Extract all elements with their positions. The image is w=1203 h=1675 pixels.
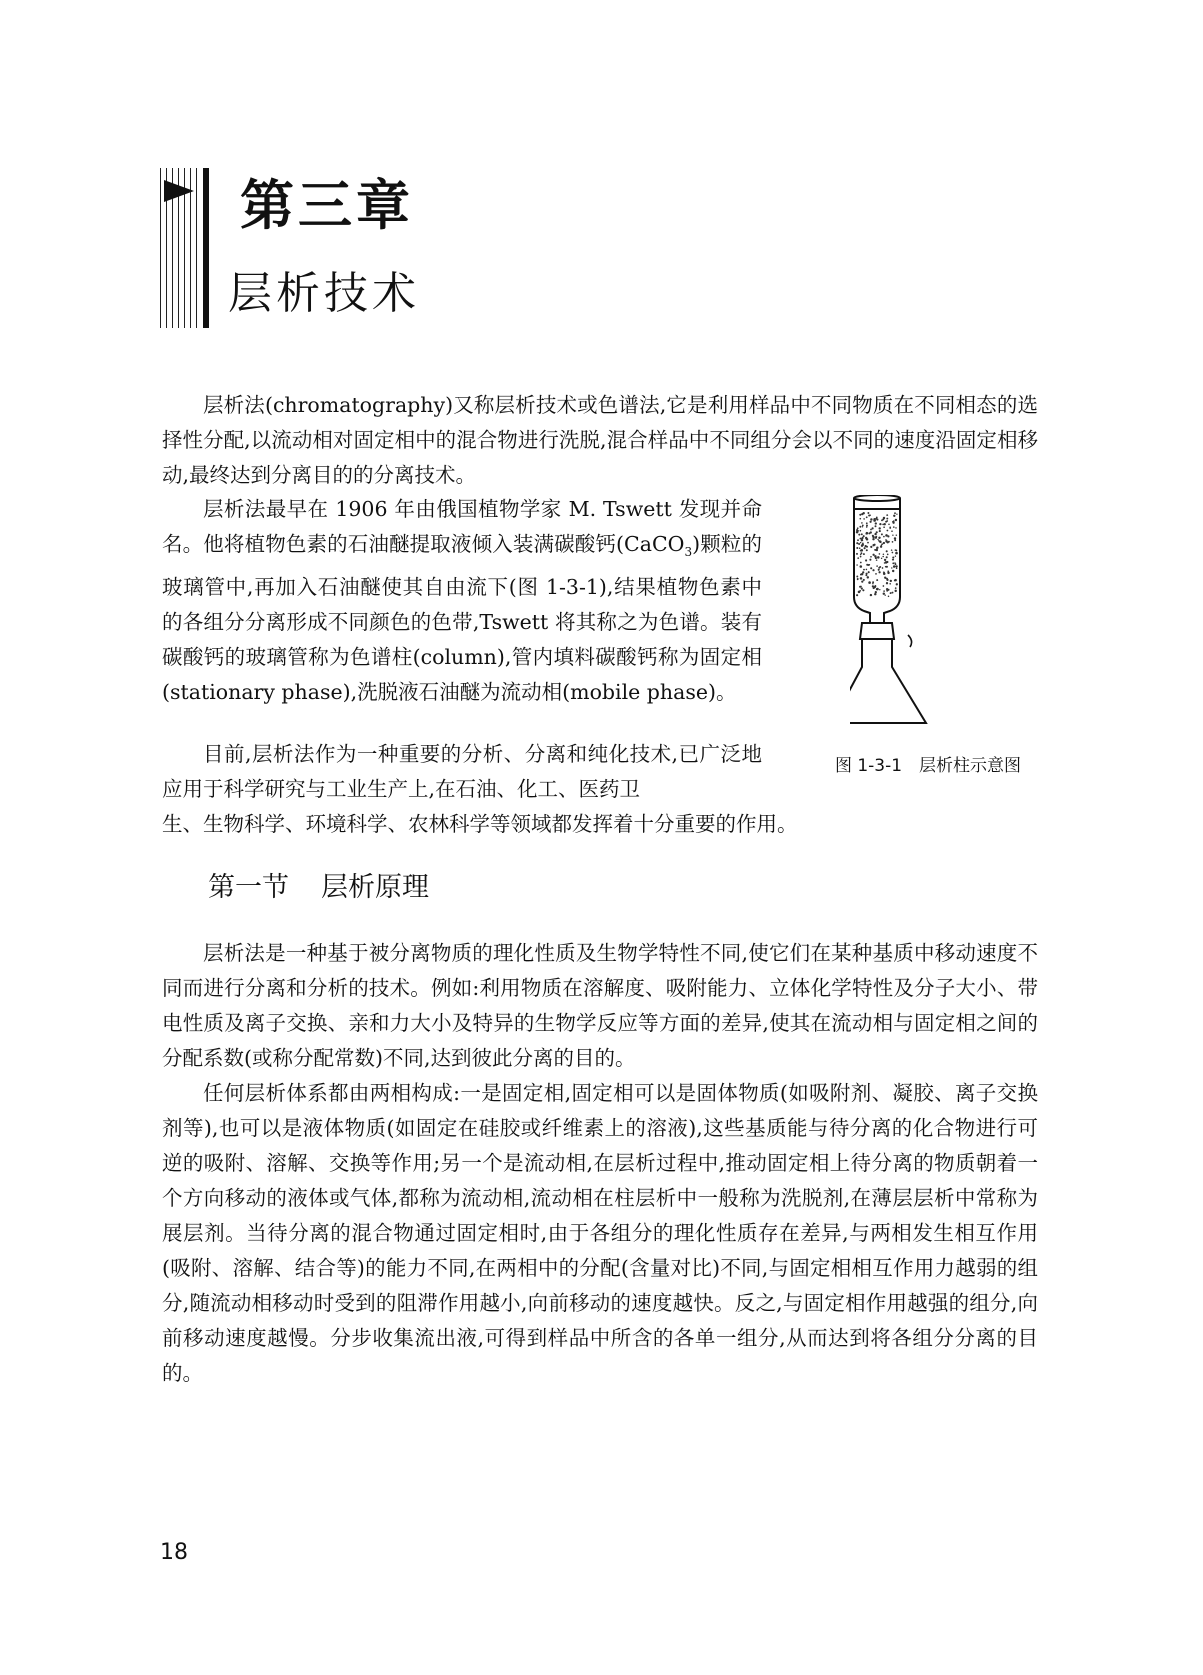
history-text-b: )颗粒的玻璃管中,再加入石油醚使其自由流下(图 1-3-1),结果植物色素中的各组分分离形成不同颜色的色带,Tswett 将其称之为色谱。装有碳酸钙的玻璃管称为色谱柱(column),管内填料碳酸钙称为固定相(stationary phase),洗脱液石油醚为流动相(mobile phase)。 <box>162 532 762 705</box>
chapter-heading-decoration <box>160 168 220 333</box>
chromatography-column-figure <box>850 495 1050 725</box>
section-label: 第一节 <box>208 872 289 903</box>
chapter-number: 第三章 <box>240 173 414 237</box>
history-text-a: 层析法最早在 1906 年由俄国植物学家 M. Tswett 发现并命名。他将植物色素的石油醚提取液倾入装满碳酸钙(CaCO <box>162 497 762 556</box>
packing-dots <box>856 512 898 597</box>
history-subscript: 3 <box>684 545 693 560</box>
history-paragraph <box>162 492 762 710</box>
intro-paragraph: 层析法(chromatography)又称层析技术或色谱法,它是利用样品中不同物质在不同相态的选择性分配,以流动相对固定相中的混合物进行洗脱,混合样品中不同组分会以不同的速度沿固定相移动,最终达到分离目的的分离技术。 <box>162 393 1038 487</box>
current-use-paragraph-end: 生、生物科学、环境科学、农林科学等领域都发挥着十分重要的作用。 <box>162 812 798 836</box>
page-number: 18 <box>160 1540 188 1565</box>
flask-stopper <box>860 623 894 639</box>
current-use-paragraph: 目前,层析法作为一种重要的分析、分离和纯化技术,已广泛地应用于科学研究与工业生产上,在石油、化工、医药卫 <box>162 742 762 801</box>
section-heading <box>208 868 429 908</box>
phases-paragraph: 任何层析体系都由两相构成:一是固定相,固定相可以是固体物质(如吸附剂、凝胶、离子交换剂等),也可以是液体物质(如固定在硅胶或纤维素上的溶液),这些基质能与待分离的化合物进行可逆的吸附、溶解、交换等作用;另一个是流动相,在层析过程中,推动固定相上待分离的物质朝着一个方向移动的液体或气体,都称为流动相,流动相在柱层析中一般称为洗脱剂,在薄层层析中常称为展层剂。当待分离的混合物通过固定相时,由于各组分的理化性质存在差异,与两相发生相互作用(吸附、溶解、结合等)的能力不同,在两相中的分配(含量对比)不同,与固定相相互作用力越弱的组分,随流动相移动时受到的阻滞作用越小,向前移动的速度越快。反之,与固定相作用越强的组分,向前移动速度越慢。分步收集流出液,可得到样品中所含的各单一组分,从而达到将各组分分离的目的。 <box>162 1081 1038 1385</box>
conical-flask <box>850 639 926 723</box>
figure-caption: 图 1-3-1 层析柱示意图 <box>834 756 1022 776</box>
principle-paragraph: 层析法是一种基于被分离物质的理化性质及生物学特性不同,使它们在某种基质中移动速度不同而进行分离和分析的技术。例如:利用物质在溶解度、吸附能力、立体化学特性及分子大小、带电性质及离子交换、亲和力大小及特异的生物学反应等方面的差异,使其在流动相与固定相之间的分配系数(或称分配常数)不同,达到彼此分离的目的。 <box>162 941 1038 1070</box>
section-title: 层析原理 <box>321 872 429 903</box>
chapter-title: 层析技术 <box>228 268 420 319</box>
